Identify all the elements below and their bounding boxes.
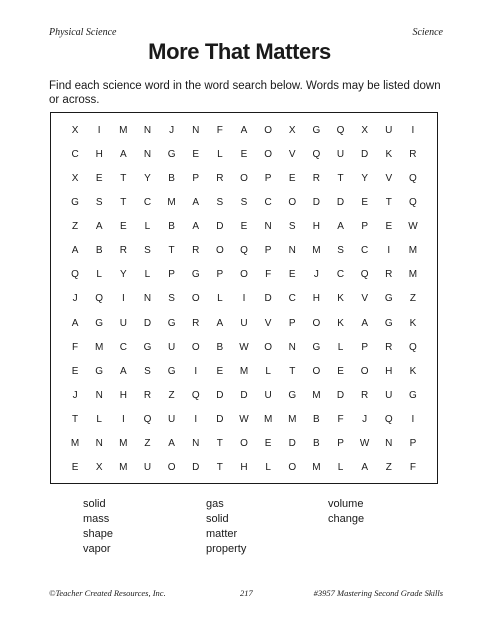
grid-letter: H [240,462,248,474]
grid-letter: O [264,341,273,353]
grid-letter: B [216,341,224,353]
word-list-column [206,497,328,557]
grid-letter: A [119,148,127,160]
grid-letter: O [264,148,273,160]
grid-letter: E [216,365,224,377]
grid-letter: U [143,462,152,474]
grid-letter: O [215,245,224,257]
grid-letter: Z [168,390,175,402]
grid-letter: M [263,414,273,426]
grid-letter: C [336,269,345,281]
grid-letter: P [361,221,368,233]
grid-letter: A [71,245,79,257]
grid-letter: S [144,365,151,377]
word-list [83,497,364,557]
grid-letter: C [119,341,127,353]
grid-letter: T [120,196,127,208]
grid-letter: O [288,462,297,474]
grid-letter: Y [119,269,127,281]
grid-letter: A [95,221,103,233]
grid-letter: R [385,341,393,353]
grid-letter: G [95,365,104,377]
footer-book-title: #3957 Mastering Second Grade Skills [313,588,443,598]
word-list-item: change [328,513,365,525]
grid-letter: O [312,365,321,377]
grid-letter: D [336,390,345,402]
grid-letter: N [288,341,296,353]
grid-letter: U [167,341,176,353]
grid-letter: J [169,124,175,136]
grid-letter: J [72,293,78,305]
grid-letter: E [240,148,248,160]
page-title: More That Matters [148,39,331,64]
grid-letter: A [119,365,127,377]
word-list-column [328,497,364,557]
grid-letter: Q [71,269,79,281]
grid-letter: B [168,221,175,233]
grid-letter: K [409,365,417,377]
grid-letter: A [192,196,200,208]
grid-letter: M [119,438,128,450]
grid-letter: D [192,462,200,474]
word-list-item: volume [328,498,364,510]
grid-letter: G [95,317,104,329]
grid-letter: M [70,438,80,450]
grid-letter: S [240,196,248,208]
grid-letter: W [408,221,418,233]
grid-letter: S [144,245,151,257]
grid-letter: Z [385,462,392,474]
grid-letter: C [143,196,152,208]
grid-letter: Q [409,172,417,184]
grid-letter: X [71,124,79,136]
grid-letter: E [95,172,103,184]
grid-letter: R [385,269,393,281]
word-search-grid [63,118,425,480]
grid-letter: K [337,293,344,305]
grid-letter: S [216,196,224,208]
grid-letter: A [361,462,368,474]
grid-letter: Z [144,438,151,450]
grid-letter: E [288,269,296,281]
word-list-item: matter [206,528,238,540]
grid-letter: B [313,414,320,426]
grid-letter: G [143,341,152,353]
grid-letter: G [312,124,321,136]
grid-letter: G [167,317,176,329]
grid-letter: E [264,438,272,450]
grid-letter: T [168,245,175,257]
grid-letter: G [384,293,393,305]
grid-letter: Q [409,196,417,208]
grid-letter: E [361,196,368,208]
word-list-item: shape [83,528,113,540]
grid-letter: U [240,317,248,329]
grid-letter: A [337,221,344,233]
grid-letter: P [264,172,272,184]
grid-letter: N [192,124,200,136]
grid-letter: O [360,365,369,377]
grid-letter: D [240,390,248,402]
grid-letter: F [409,462,416,474]
grid-letter: N [95,390,103,402]
grid-letter: G [71,196,79,208]
grid-letter: N [288,245,296,257]
grid-letter: L [144,221,151,233]
grid-letter: I [194,414,198,426]
grid-letter: M [408,245,418,257]
grid-letter: A [71,317,79,329]
grid-letter: D [143,317,152,329]
grid-letter: G [312,341,321,353]
grid-letter: O [167,462,176,474]
grid-letter: G [191,269,200,281]
grid-letter: U [167,414,176,426]
grid-letter: P [361,341,368,353]
grid-letter: T [216,462,223,474]
grid-letter: Q [240,245,248,257]
grid-letter: X [71,172,79,184]
grid-letter: G [409,390,417,402]
grid-letter: F [72,341,79,353]
word-list-item: mass [83,513,110,525]
grid-letter: S [168,293,175,305]
grid-letter: P [288,317,296,329]
grid-letter: L [337,462,344,474]
grid-letter: M [408,269,418,281]
grid-letter: Q [95,293,104,305]
grid-letter: E [71,462,79,474]
grid-letter: H [312,293,320,305]
grid-letter: A [216,317,224,329]
grid-letter: N [192,438,200,450]
grid-letter: T [385,196,392,208]
grid-letter: U [119,317,127,329]
grid-letter: R [409,148,417,160]
grid-letter: R [192,245,200,257]
footer-copyright: ©Teacher Created Resources, Inc. [49,588,166,598]
grid-letter: O [240,172,248,184]
grid-letter: Q [312,148,321,160]
word-list-item: solid [83,498,106,510]
grid-letter: N [143,293,152,305]
grid-letter: X [288,124,296,136]
grid-letter: I [97,124,101,136]
grid-letter: P [168,269,175,281]
word-list-column [83,497,206,557]
grid-letter: O [264,124,273,136]
grid-letter: Q [191,390,200,402]
grid-letter: S [288,221,296,233]
grid-letter: J [72,390,78,402]
grid-letter: E [337,365,344,377]
grid-letter: M [167,196,176,208]
grid-letter: E [192,148,200,160]
grid-letter: B [168,172,175,184]
grid-letter: H [312,221,320,233]
grid-letter: E [288,172,296,184]
grid-letter: M [239,365,249,377]
grid-letter: A [361,317,368,329]
grid-letter: R [312,172,320,184]
grid-letter: Z [409,293,416,305]
grid-letter: R [361,390,369,402]
word-list-item: solid [206,513,229,525]
grid-letter: T [289,365,296,377]
grid-letter: W [359,438,370,450]
grid-letter: C [71,148,79,160]
grid-letter: E [385,221,393,233]
grid-letter: M [119,124,128,136]
grid-letter: L [217,293,223,305]
grid-letter: M [95,341,104,353]
grid-letter: W [239,414,249,426]
grid-letter: L [265,462,271,474]
grid-letter: P [192,172,200,184]
grid-letter: R [119,245,127,257]
grid-letter: H [119,390,127,402]
grid-letter: D [264,293,272,305]
grid-letter: I [411,414,415,426]
grid-letter: G [167,365,176,377]
grid-letter: K [337,317,344,329]
grid-letter: M [288,414,297,426]
grid-letter: I [387,245,391,257]
grid-letter: P [337,438,344,450]
grid-letter: B [313,438,320,450]
grid-letter: X [95,462,103,474]
grid-letter: L [96,414,102,426]
grid-letter: L [144,269,151,281]
grid-letter: T [120,172,127,184]
grid-letter: A [168,438,175,450]
grid-letter: O [240,438,248,450]
grid-letter: P [264,245,272,257]
grid-letter: H [385,365,393,377]
grid-letter: D [288,438,296,450]
grid-letter: U [264,390,272,402]
header-subject-label: Physical Science [49,27,117,38]
grid-letter: R [192,317,200,329]
grid-letter: T [72,414,79,426]
grid-letter: D [336,196,345,208]
grid-letter: T [216,438,223,450]
header-category-label: Science [412,27,443,38]
grid-letter: O [191,293,200,305]
grid-letter: Y [144,172,151,184]
grid-letter: E [240,221,248,233]
grid-letter: I [411,124,415,136]
grid-letter: Z [72,221,79,233]
grid-letter: L [337,341,344,353]
grid-letter: T [337,172,344,184]
footer-page-number: 217 [240,588,253,598]
grid-letter: J [362,414,368,426]
word-list-item: gas [206,498,224,510]
grid-letter: L [265,365,271,377]
grid-letter: F [216,124,223,136]
grid-letter: N [143,148,152,160]
grid-letter: F [265,269,272,281]
grid-letter: C [264,196,272,208]
grid-letter: E [119,221,127,233]
grid-letter: B [95,245,103,257]
grid-letter: U [336,148,345,160]
grid-letter: I [121,414,125,426]
grid-letter: M [119,462,128,474]
grid-letter: N [143,124,152,136]
grid-letter: G [167,148,176,160]
grid-letter: Q [360,269,369,281]
grid-letter: K [409,317,417,329]
grid-letter: D [216,390,224,402]
grid-letter: D [361,148,369,160]
grid-letter: N [385,438,393,450]
grid-letter: E [71,365,79,377]
word-list-item: vapor [83,543,111,555]
grid-letter: N [264,221,272,233]
grid-letter: S [95,196,103,208]
grid-letter: O [240,269,248,281]
grid-letter: D [312,196,320,208]
grid-letter: I [242,293,246,305]
grid-letter: L [217,148,223,160]
grid-letter: O [312,317,321,329]
grid-letter: A [240,124,248,136]
grid-letter: U [385,124,393,136]
grid-letter: G [288,390,297,402]
grid-letter: O [288,196,297,208]
grid-letter: M [312,390,321,402]
grid-letter: D [216,414,224,426]
grid-letter: J [313,269,319,281]
grid-letter: V [264,317,272,329]
grid-letter: N [95,438,103,450]
grid-letter: Q [384,414,393,426]
grid-letter: Q [143,414,152,426]
grid-letter: Q [336,124,345,136]
grid-letter: H [95,148,103,160]
grid-letter: X [361,124,368,136]
grid-letter: Y [361,172,368,184]
grid-letter: A [192,221,200,233]
grid-letter: F [337,414,344,426]
grid-letter: P [216,269,224,281]
grid-letter: R [143,390,152,402]
instructions-text: Find each science word in the word search below. Words may be listed down or across. [49,80,441,106]
grid-letter: W [239,341,249,353]
grid-letter: S [337,245,344,257]
grid-letter: K [385,148,393,160]
grid-letter: D [216,221,224,233]
grid-letter: R [216,172,224,184]
grid-letter: L [96,269,102,281]
grid-letter: O [191,341,200,353]
word-search-box [50,112,438,484]
grid-letter: M [312,245,321,257]
grid-letter: U [385,390,393,402]
grid-letter: C [361,245,369,257]
grid-letter: C [288,293,296,305]
grid-letter: V [385,172,393,184]
grid-letter: M [312,462,321,474]
grid-letter: V [288,148,296,160]
grid-letter: Q [409,341,417,353]
grid-letter: I [194,365,198,377]
grid-letter: I [121,293,125,305]
grid-letter: V [361,293,368,305]
grid-letter: G [384,317,393,329]
word-list-item: property [206,543,247,555]
grid-letter: P [409,438,417,450]
